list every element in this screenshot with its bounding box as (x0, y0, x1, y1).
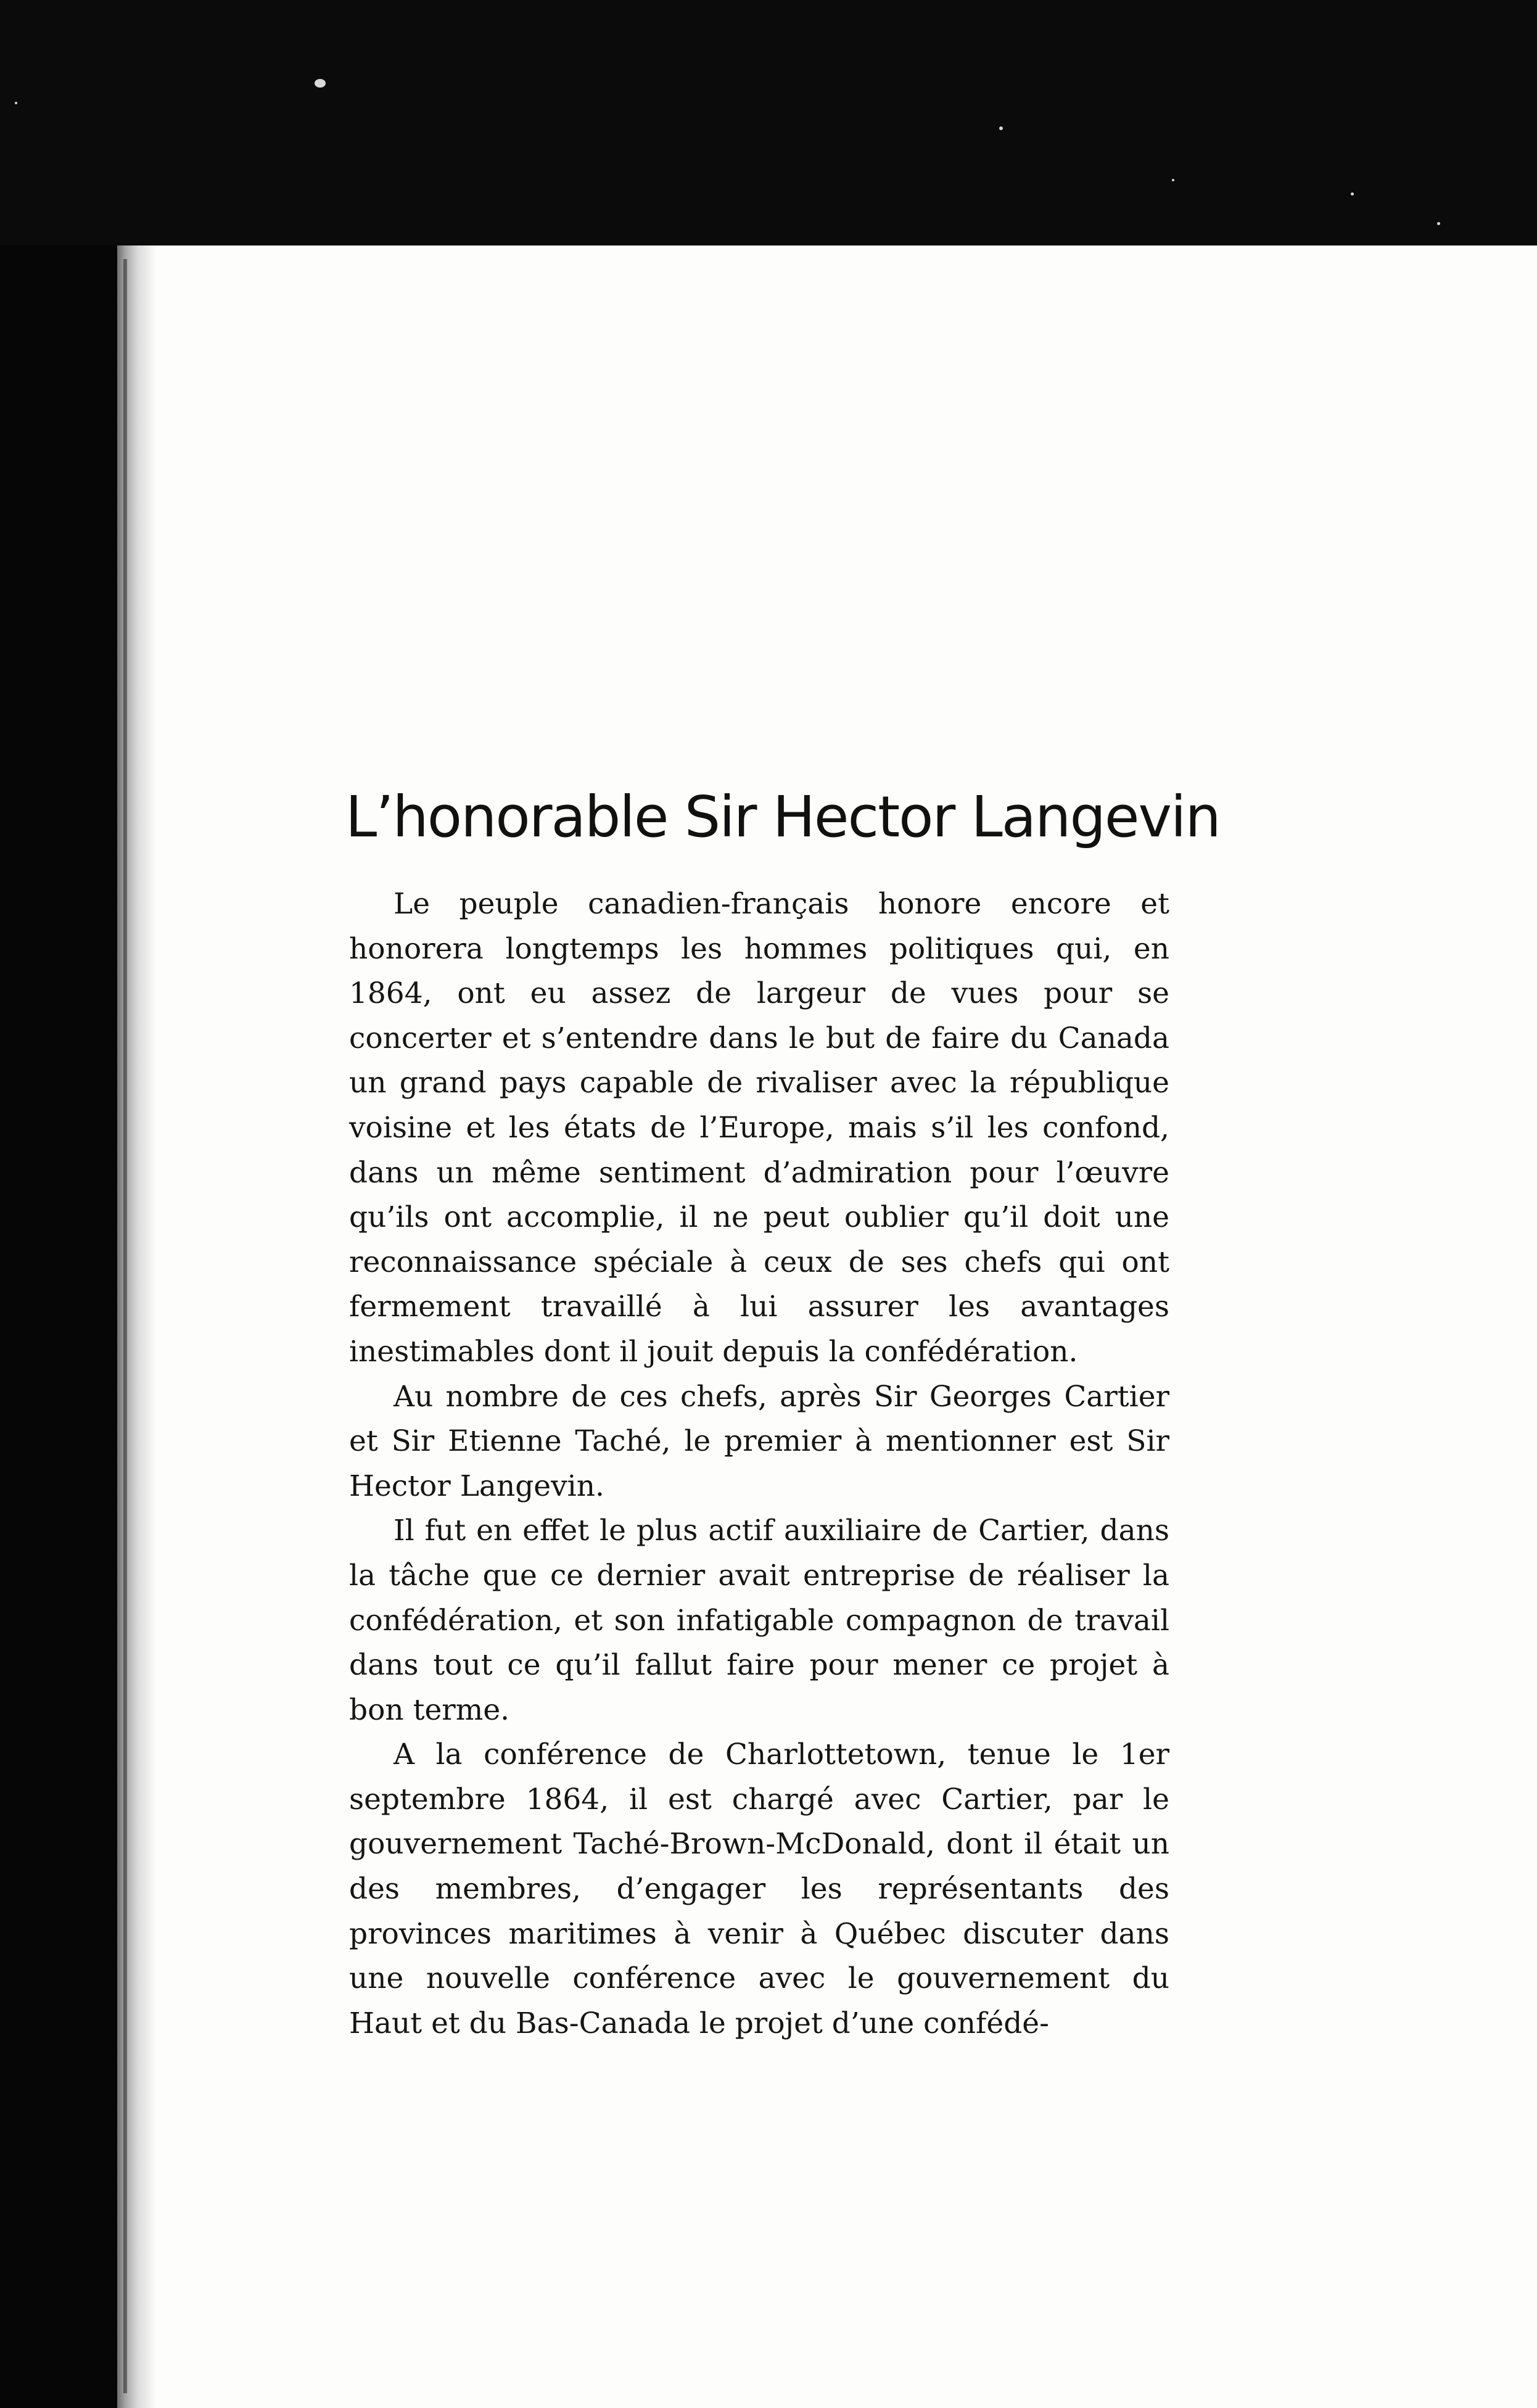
dust-speck (315, 79, 326, 88)
body-text (349, 882, 1169, 2046)
dust-speck (1351, 192, 1354, 196)
dust-speck (15, 102, 17, 104)
dust-speck (999, 126, 1003, 130)
paragraph: Au nombre de ces chefs, après Sir Georges Cartier et Sir Etienne Taché, le premier à mentionner est Sir Hector Langevin. (349, 1379, 1169, 1503)
paragraph: A la conférence de Charlottetown, tenue le 1er septembre 1864, il est chargé avec Cartier, par le gouvernement Taché-Brown-McDonald, dont il était un des membres, d’engager les représentants des provinces maritimes à venir à Québec discuter dans une nouvelle conférence avec le gouvernement du Haut et du Bas-Canada le projet d’une confédé- (349, 1738, 1169, 2040)
dark-scanner-border-left (0, 245, 117, 2408)
paragraph: Le peuple canadien-français honore encore et honorera longtemps les hommes politiques qui, en 1864, ont eu assez de largeur de vues pour se concerter et s’entendre dans le but de faire du Canada un grand pays capable de rivaliser avec la république voisine et les états de l’Europe, mais s’il les confond, dans un même sentiment d’admiration pour l’œuvre qu’ils ont accomplie, il ne peut oublier qu’il doit une reconnaissance spéciale à ceux de ses chefs qui ont fermement travaillé à lui assurer les avantages inestimables dont il jouit depuis la confédération. (349, 887, 1169, 1369)
dust-speck (1437, 222, 1440, 225)
dark-scanner-border-top (0, 0, 1537, 247)
dust-speck (1172, 179, 1174, 181)
page-edge-line (123, 259, 127, 2393)
chapter-title: L’honorable Sir Hector Langevin (345, 784, 1220, 850)
paragraph: Il fut en effet le plus actif auxiliaire de Cartier, dans la tâche que ce dernier avait entreprise de réaliser la confédération, et son infatigable compagnon de travail dans tout ce qu’il fallut faire pour mener ce projet à bon terme. (349, 1514, 1169, 1727)
